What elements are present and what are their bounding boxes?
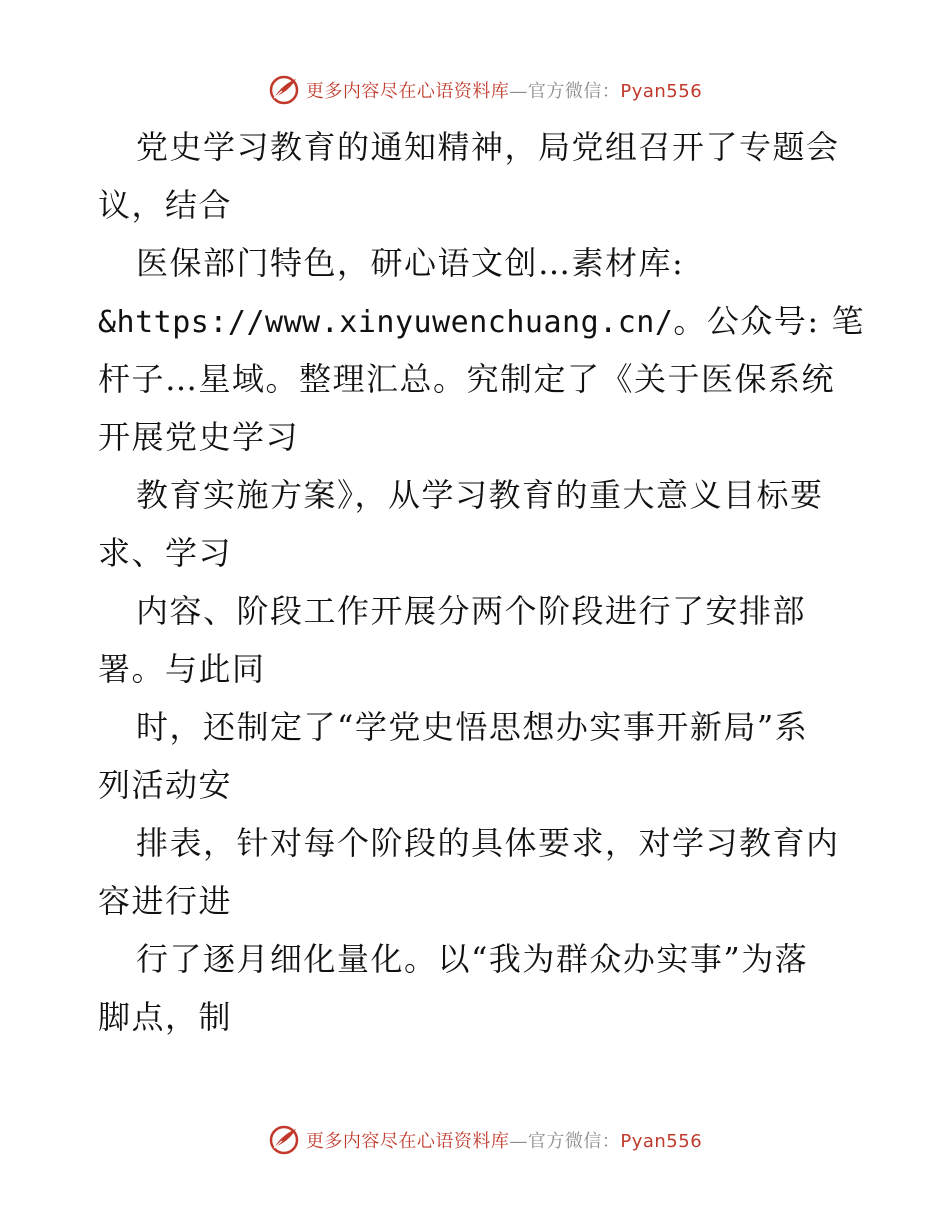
header-banner <box>0 72 950 108</box>
text-line: 求、学习 <box>98 534 233 572</box>
text-line: 内容、阶段工作开展分两个阶段进行了安排部 <box>136 592 807 630</box>
text-line: 医保部门特色，研心语文创…素材库: <box>136 244 685 282</box>
text-line: 教育实施方案》，从学习教育的重大意义目标要 <box>136 476 824 514</box>
text-line: 排表，针对每个阶段的具体要求，对学习教育内 <box>136 824 840 862</box>
banner-wechat-id: Pyan556 <box>620 1131 703 1152</box>
text-line: 杆子…星域。整理汇总。究制定了《关于医保系统 <box>98 360 836 398</box>
text-line: 署。与此同 <box>98 650 266 688</box>
text-line-url <box>98 292 865 350</box>
banner-dash: — <box>509 81 528 102</box>
banner-text <box>306 1127 702 1153</box>
banner-official-label: 官方微信： <box>527 1131 621 1152</box>
text-line: 列活动安 <box>98 766 233 804</box>
banner-wechat-id: Pyan556 <box>620 81 703 102</box>
text-line: 开展党史学习 <box>98 418 300 456</box>
banner-main-text: 更多内容尽在心语资料库 <box>305 81 510 102</box>
body-paragraph <box>98 118 865 1046</box>
text-line: 脚点，制 <box>98 998 233 1036</box>
text-line: 容进行进 <box>98 882 233 920</box>
quill-logo-icon <box>268 74 300 106</box>
text-line: 党史学习教育的通知精神，局党组召开了专题会 <box>136 128 840 166</box>
text-line: 时，还制定了“学党史悟思想办实事开新局”系 <box>136 708 809 746</box>
footer-banner <box>0 1122 950 1158</box>
banner-main-text: 更多内容尽在心语资料库 <box>305 1131 510 1152</box>
banner-dash: — <box>509 1131 528 1152</box>
text-line: 行了逐月细化量化。以“我为群众办实事”为落 <box>136 940 809 978</box>
banner-text <box>306 77 702 103</box>
quill-logo-icon <box>268 1124 300 1156</box>
banner-official-label: 官方微信： <box>527 81 621 102</box>
url-text: &https://www.xinyuwenchuang.cn/ <box>98 305 674 340</box>
text-line: 议，结合 <box>98 186 233 224</box>
url-suffix-text: 。公众号: 笔 <box>673 302 865 340</box>
